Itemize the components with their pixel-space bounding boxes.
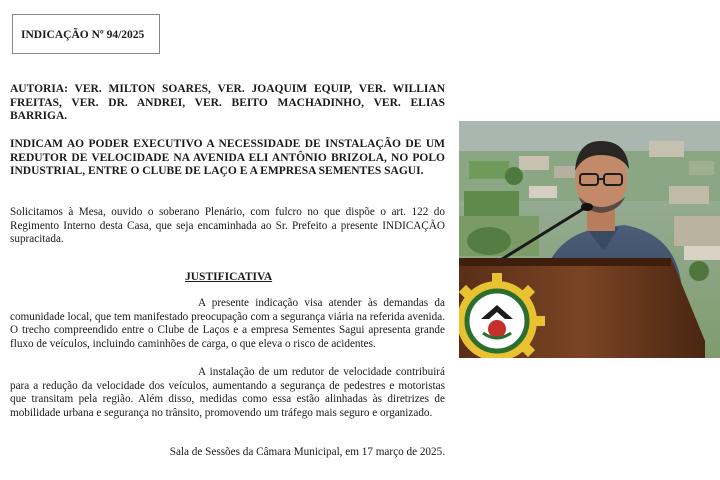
authors-line: AUTORIA: VER. MILTON SOARES, VER. JOAQUIM EQUIP, VER. WILLIAN FREITAS, VER. DR. ANDREI, VER. BEITO MACHADINHO, VER. ELIAS BARRIGA. [10,83,445,123]
document-title: INDICAÇÃO Nº 94/2025 [21,29,145,41]
document-title-box [12,14,160,54]
photo-illustration [459,121,720,358]
indication-subject: INDICAM AO PODER EXECUTIVO A NECESSIDADE DE INSTALAÇÃO DE UM REDUTOR DE VELOCIDADE NA AVENIDA ELI ANTÔNIO BRIZOLA, NO POLO INDUSTRIAL, ENTRE O CLUBE DE LAÇO E A EMPRESA SEMENTES SAGUI. [10,138,445,178]
justification-paragraph-2: A instalação de um redutor de velocidade contribuirá para a redução da velocidade dos veículos, aumentando a segurança de pedestres e motoristas que transitam pela região. Além disso, medidas como essa estão alinhadas às diretrizes de mobilidade urbana e segurança no trânsito, promovendo um tráfego mais seguro e organizado. [10,366,445,419]
signoff-line: Sala de Sessões da Câmara Municipal, em 17 março de 2025. [169,446,445,458]
justification-paragraph-1: A presente indicação visa atender às demandas da comunidade local, que tem manifestado preocupação com a segurança viária na referida avenida. O trecho compreendido entre o Clube de Laços e a empresa Sementes Sagui apresenta grande fluxo de veículos, incluindo caminhões de carga, o que eleva o risco de acidentes. [10,297,445,350]
councilman-photo [459,121,720,358]
request-paragraph: Solicitamos à Mesa, ouvido o soberano Plenário, com fulcro no que dispõe o art. 122 do Regimento Interno desta Casa, que seja encaminhada ao Sr. Prefeito a presente INDICAÇÃO supracitada. [10,206,445,246]
justification-heading: JUSTIFICATIVA [185,271,273,283]
